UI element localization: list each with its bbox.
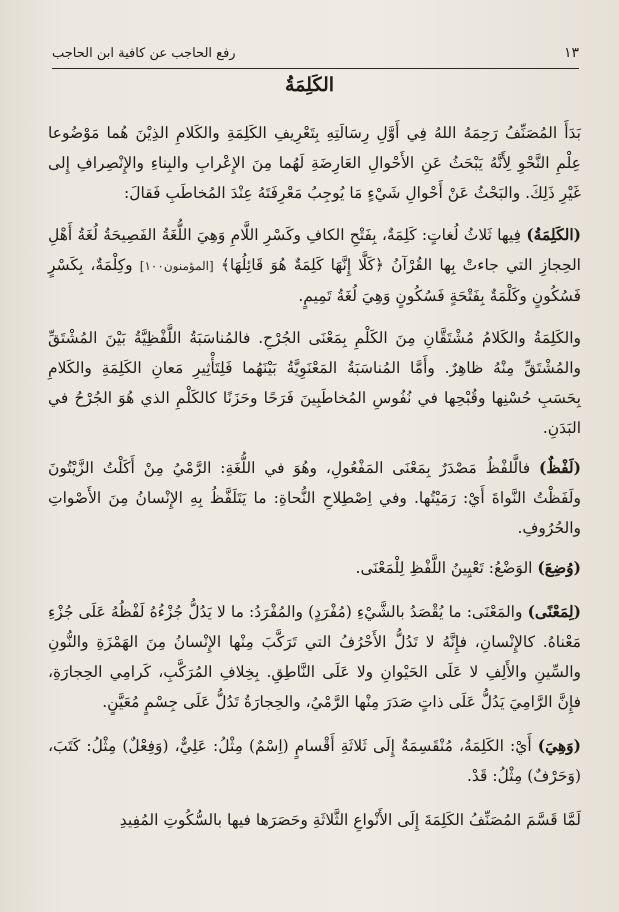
paragraph-division bbox=[48, 731, 581, 791]
running-title: رفع الحاجب عن كافية ابن الحاجب bbox=[52, 45, 236, 61]
paragraph-kalima-languages bbox=[48, 220, 581, 311]
keyword-wahiya: (وَهِيَ) bbox=[537, 736, 581, 755]
paragraph-derivation: والكَلِمَةُ والكَلامُ مُشْتَقَّانِ مِنَ الكَلْمِ بِمَعْنَى الجُرْحِ. فالمُناسَبَةُ اللَّفْظِيَّةُ بَيْنَ المُشْتَقِّ والمُشْتَقِّ مِنْهُ ظاهِرٌ. وأَمَّا المُناسَبَةُ المَعْنَوِيَّةُ بَيْنَهُما فَلِتَأْثِيرِ مَعانِ الكَلِمَةِ والكَلامِ بِحَسَبِ حُسْنِها وقُبْحِها في نُفُوسِ المُخاطَبِينَ فَرَحًا وحَزَنًا كالكَلْمِ الذي هُوَ الجُرْحُ في البَدَنِ. bbox=[48, 329, 581, 437]
paragraph-lafz bbox=[48, 453, 581, 543]
keyword-mana: (لِمَعْنًى) bbox=[527, 602, 581, 621]
paragraph-wad-text: الوَضْعُ: تَعْيِينُ اللَّفْظِ لِلْمَعْنَى. bbox=[355, 559, 533, 577]
paragraph-kalima-text: فِيها ثَلاثُ لُغاتٍ: كَلِمَةٌ، بِفَتْحِ الكافِ وكَسْرِ اللَّامِ وَهِيَ اللُّغَةُ الفَصِيحَةُ لُغَةُ أَهْلِ الحِجازِ التي جاءتْ بِها القُرْآنُ ﴿كَلَّا إِنَّهَا كَلِمَةٌ هُوَ قَائِلُهَا﴾ bbox=[48, 226, 581, 274]
keyword-kalima: (الكَلِمَةُ) bbox=[526, 225, 581, 244]
header-divider bbox=[52, 68, 579, 69]
paragraph-kalima-end: وكِلْمَةٌ، بِكَسْرٍ فَسُكُونٍ وكَلْمَةٌ بِفَتْحَةٍ فَسُكُونٍ وَهِيَ لُغَةُ تَمِيمٍ. bbox=[48, 256, 581, 305]
paragraph-wad bbox=[48, 553, 581, 583]
section-title: الكَلِمَةُ bbox=[284, 74, 335, 96]
paragraph-mana-text: والمَعْنَى: ما يُقْصَدُ بالشَّيْءِ (مُفْرَدٍ) والمُفْرَدُ: ما لا يَدُلُّ جُزْءُهُ لَفْظُهُ عَلَى جُزْءِ مَعْناهُ. كالإِنْسانِ، فإِنَّهُ لا تَدُلُّ الأَحْرُفُ التي تَرَكَّبَ مِنْها الإِنْسانُ مِنَ الهَمْزَةِ والنُّونِ والسِّينِ والأَلِفِ لا عَلَى الحَيْوانِ ولا عَلَى النَّاطِقِ. بِخِلافِ المُرَكَّبِ، كَرامِي الحِجارَةِ، فإِنَّ الرَّامِيَ يَدُلُّ عَلَى ذاتٍ صَدَرَ مِنْها الرَّمْيُ، والحِجارَةُ تَدُلُّ عَلَى جِسْمٍ مُعَيَّنٍ. bbox=[48, 603, 581, 711]
keyword-wad: (وُضِعَ) bbox=[537, 558, 581, 577]
page-header bbox=[52, 40, 579, 66]
quran-reference: [المؤمنون١٠٠] bbox=[139, 259, 214, 273]
paragraph-lafz-text: فالَّلفْظُ مَصْدَرٌ بِمَعْنَى المَفْعُولِ، وهُوَ في اللُّغَةِ: الرَّمْيُ مِنْ أَكَلْتُ الزَّيْتُونَ ولَفَظْتُ النَّواةَ أَيْ: رَمَيْتُها. وفي اِصْطِلاحِ النُّحاةِ: ما يَتَلَفَّظُ بِهِ الإِنْسانُ مِنَ الأَصْواتِ والحُرُوفِ. bbox=[48, 459, 581, 537]
paragraph-intro: بَدَأَ المُصَنِّفُ رَحِمَهُ اللهُ فِي أَوَّلِ رِسَالَتِهِ بِتَعْرِيفِ الكَلِمَةِ والكَلامِ الذِيْنَ هُما مَوْضُوعا عِلْمِ النَّحْوِ لِأَنَّهُ يَبْحَثُ عَنِ الأَحْوالِ العَارِضَةِ لَهُما مِنَ الإِعْرابِ والبِناءِ والإِنْصِرافِ إِلى غَيْرِ ذَلِكَ. والبَحْثُ عَنْ أَحْوالِ شَيْءٍ مَا يُوجِبُ مَعْرِفَتَهُ عِنْدَ المُخاطَبِ فَقالَ: bbox=[48, 124, 581, 202]
paragraph-mana bbox=[48, 597, 581, 717]
keyword-lafz: (لَفْظٌ) bbox=[539, 458, 581, 477]
paragraph-division-text: أَيْ: الكَلِمَةُ، مُنْقَسِمَةٌ إِلَى ثَلاثَةِ أَقْسامٍ (اِسْمٌ) مِثْلُ: عَلِيٌّ، (وَفِعْلٌ) مِثْلُ: كَتَبَ، (وَحَرْفٌ) مِثْلُ: قَدْ. bbox=[48, 737, 581, 785]
page-number: ١٣ bbox=[563, 45, 579, 61]
body-text bbox=[48, 118, 581, 847]
paragraph-closing: لَمَّا قَسَّمَ المُصَنِّفُ الكَلِمَةَ إِلَى الأَنْواعِ الثَّلاثَةِ وحَصَرَها فيها بالسُّكُوتِ المُفِيدِ bbox=[119, 811, 581, 829]
